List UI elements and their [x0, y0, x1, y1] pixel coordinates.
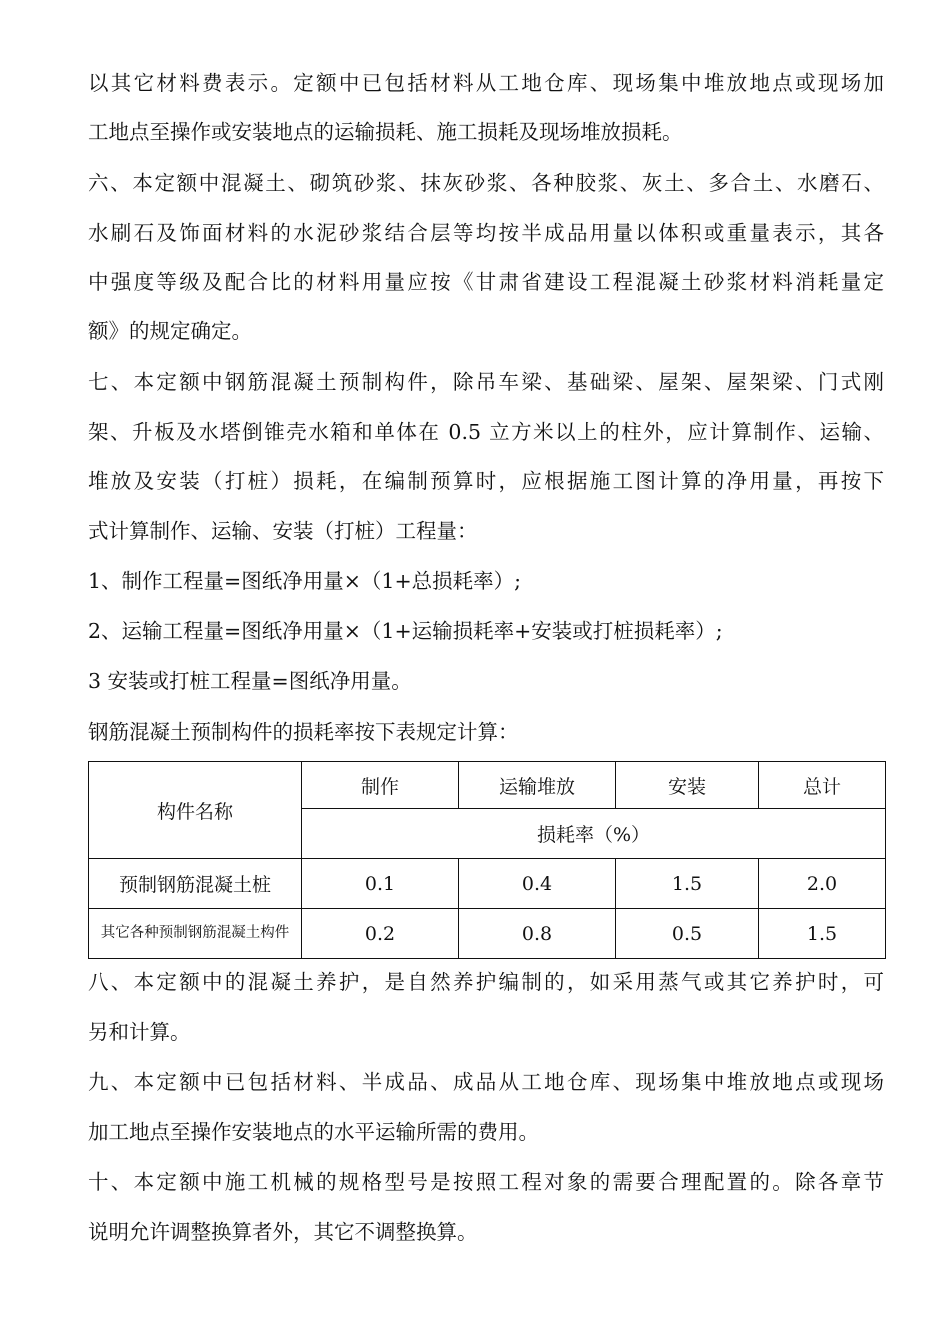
row-make: 0.2	[302, 909, 459, 959]
paragraph-line: 说明允许调整换算者外，其它不调整换算。	[88, 1220, 478, 1244]
header-loss-rate-unit: 损耗率（%）	[302, 809, 886, 859]
paragraph-line: 水刷石及饰面材料的水泥砂浆结合层等均按半成品用量以体积或重量表示，其各	[88, 221, 884, 245]
paragraph-line: 加工地点至操作安装地点的水平运输所需的费用。	[88, 1120, 539, 1144]
table-row	[89, 859, 886, 909]
paragraph-line: 九、本定额中已包括材料、半成品、成品从工地仓库、现场集中堆放地点或现场	[88, 1070, 884, 1094]
formula-line: 3 安装或打桩工程量=图纸净用量。	[88, 669, 412, 693]
paragraph-line: 十、本定额中施工机械的规格型号是按照工程对象的需要合理配置的。除各章节	[88, 1170, 884, 1194]
paragraph-line: 架、升板及水塔倒锥壳水箱和单体在 0.5 立方米以上的柱外，应计算制作、运输、	[88, 420, 884, 444]
row-install: 1.5	[616, 859, 759, 909]
header-transport: 运输堆放	[459, 762, 616, 809]
paragraph-line: 工地点至操作或安装地点的运输损耗、施工损耗及现场堆放损耗。	[88, 120, 683, 144]
paragraph-line: 以其它材料费表示。定额中已包括材料从工地仓库、现场集中堆放地点或现场加	[88, 71, 884, 95]
header-make: 制作	[302, 762, 459, 809]
row-transport: 0.4	[459, 859, 616, 909]
paragraph-line: 七、本定额中钢筋混凝土预制构件，除吊车梁、基础梁、屋架、屋架梁、门式刚	[88, 370, 884, 394]
row-install: 0.5	[616, 909, 759, 959]
row-make: 0.1	[302, 859, 459, 909]
paragraph-line: 另和计算。	[88, 1020, 191, 1044]
table-caption: 钢筋混凝土预制构件的损耗率按下表规定计算：	[88, 720, 519, 744]
paragraph-line: 八、本定额中的混凝土养护，是自然养护编制的，如采用蒸气或其它养护时，可	[88, 970, 884, 994]
row-transport: 0.8	[459, 909, 616, 959]
paragraph-line: 堆放及安装（打桩）损耗，在编制预算时，应根据施工图计算的净用量，再按下	[88, 469, 884, 493]
paragraph-line: 式计算制作、运输、安装（打桩）工程量：	[88, 519, 478, 543]
table-row	[89, 909, 886, 959]
paragraph-line: 中强度等级及配合比的材料用量应按《甘肃省建设工程混凝土砂浆材料消耗量定	[88, 270, 884, 294]
header-total: 总计	[759, 762, 886, 809]
row-total: 2.0	[759, 859, 886, 909]
formula-line: 2、运输工程量=图纸净用量×（1+运输损耗率+安装或打桩损耗率）;	[88, 619, 723, 643]
header-component-name: 构件名称	[89, 762, 302, 859]
row-name: 预制钢筋混凝土桩	[89, 859, 302, 909]
paragraph-line: 额》的规定确定。	[88, 319, 252, 343]
header-install: 安装	[616, 762, 759, 809]
loss-rate-table	[88, 761, 886, 959]
row-total: 1.5	[759, 909, 886, 959]
paragraph-line: 六、本定额中混凝土、砌筑砂浆、抹灰砂浆、各种胶浆、灰土、多合土、水磨石、	[88, 171, 884, 195]
row-name: 其它各种预制钢筋混凝土构件	[89, 909, 302, 959]
formula-line: 1、制作工程量=图纸净用量×（1+总损耗率）;	[88, 569, 522, 593]
